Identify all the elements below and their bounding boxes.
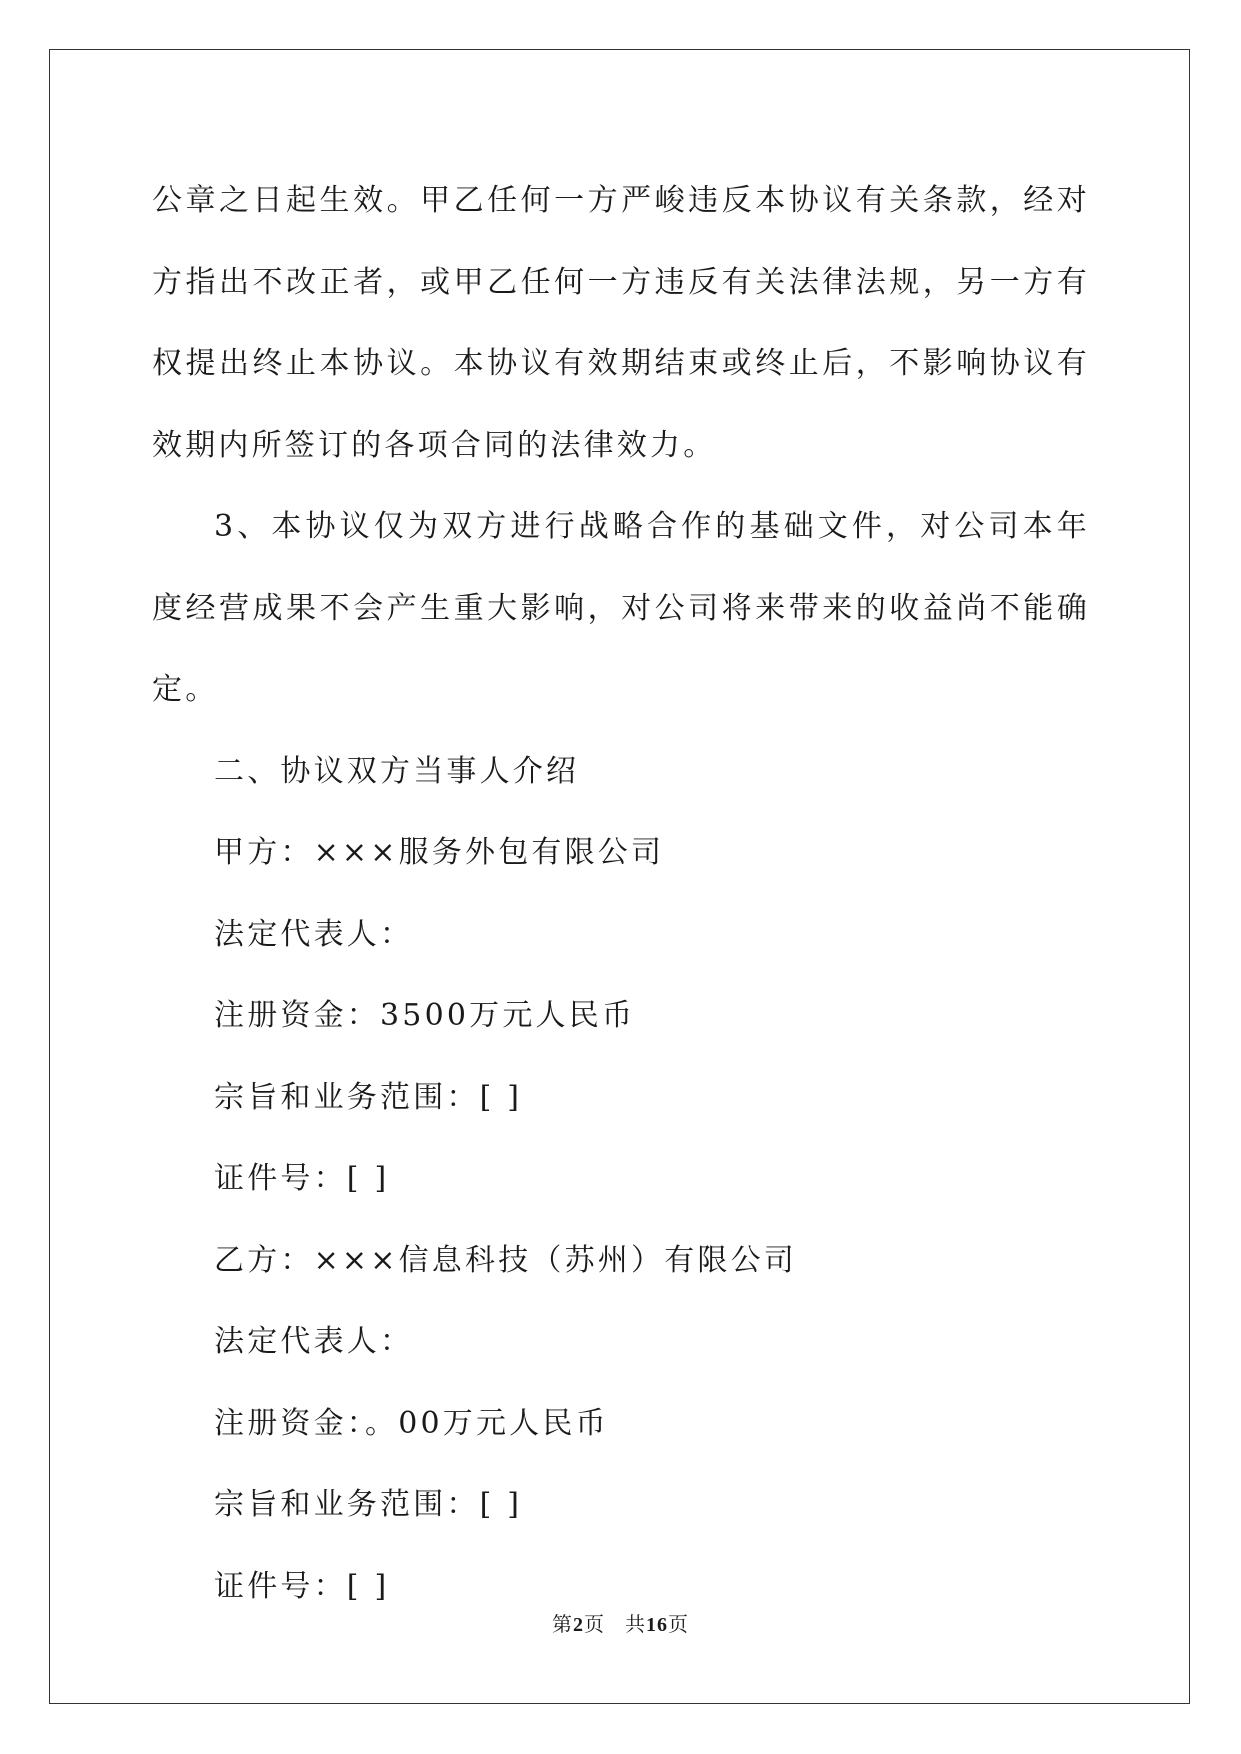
page-suffix: 页 <box>584 1612 605 1636</box>
total-prefix: 共 <box>625 1612 646 1636</box>
party-b-scope: 宗旨和业务范围：[ ] <box>214 1487 523 1522</box>
page-prefix: 第 <box>552 1612 573 1636</box>
party-b-legal-rep: 法定代表人： <box>214 1324 414 1359</box>
document-body <box>152 160 1090 1627</box>
total-suffix: 页 <box>668 1612 689 1636</box>
party-a-capital: 注册资金：3500万元人民币 <box>214 998 636 1033</box>
page-footer <box>0 1608 1241 1637</box>
party-a-legal-rep: 法定代表人： <box>214 916 414 952</box>
paragraph-effective-clause: 公章之日起生效。甲乙任何一方严峻违反本协议有关条款，经对方指出不改正者，或甲乙任何一方违反有关法律法规，另一方有权提出终止本协议。本协议有效期结束或终止后，不影响协议有效期内所签订的各项合同的法律效力。 <box>152 183 1090 463</box>
page-number: 2 <box>573 1614 584 1636</box>
party-a-cert-number: 证件号：[ ] <box>214 1161 390 1196</box>
party-b-capital: 注册资金：。00万元人民币 <box>214 1405 609 1441</box>
party-b-name: 乙方：×××信息科技（苏州）有限公司 <box>214 1242 798 1278</box>
total-pages: 16 <box>646 1614 668 1636</box>
party-a-scope: 宗旨和业务范围：[ ] <box>214 1079 523 1115</box>
section-heading-parties: 二、协议双方当事人介绍 <box>214 753 580 789</box>
paragraph-item-3: 3、本协议仅为双方进行战略合作的基础文件，对公司本年度经营成果不会产生重大影响，对公司将来带来的收益尚不能确定。 <box>152 509 1090 707</box>
party-b-cert-number: 证件号：[ ] <box>214 1568 390 1604</box>
party-a-name: 甲方：×××服务外包有限公司 <box>214 835 665 870</box>
